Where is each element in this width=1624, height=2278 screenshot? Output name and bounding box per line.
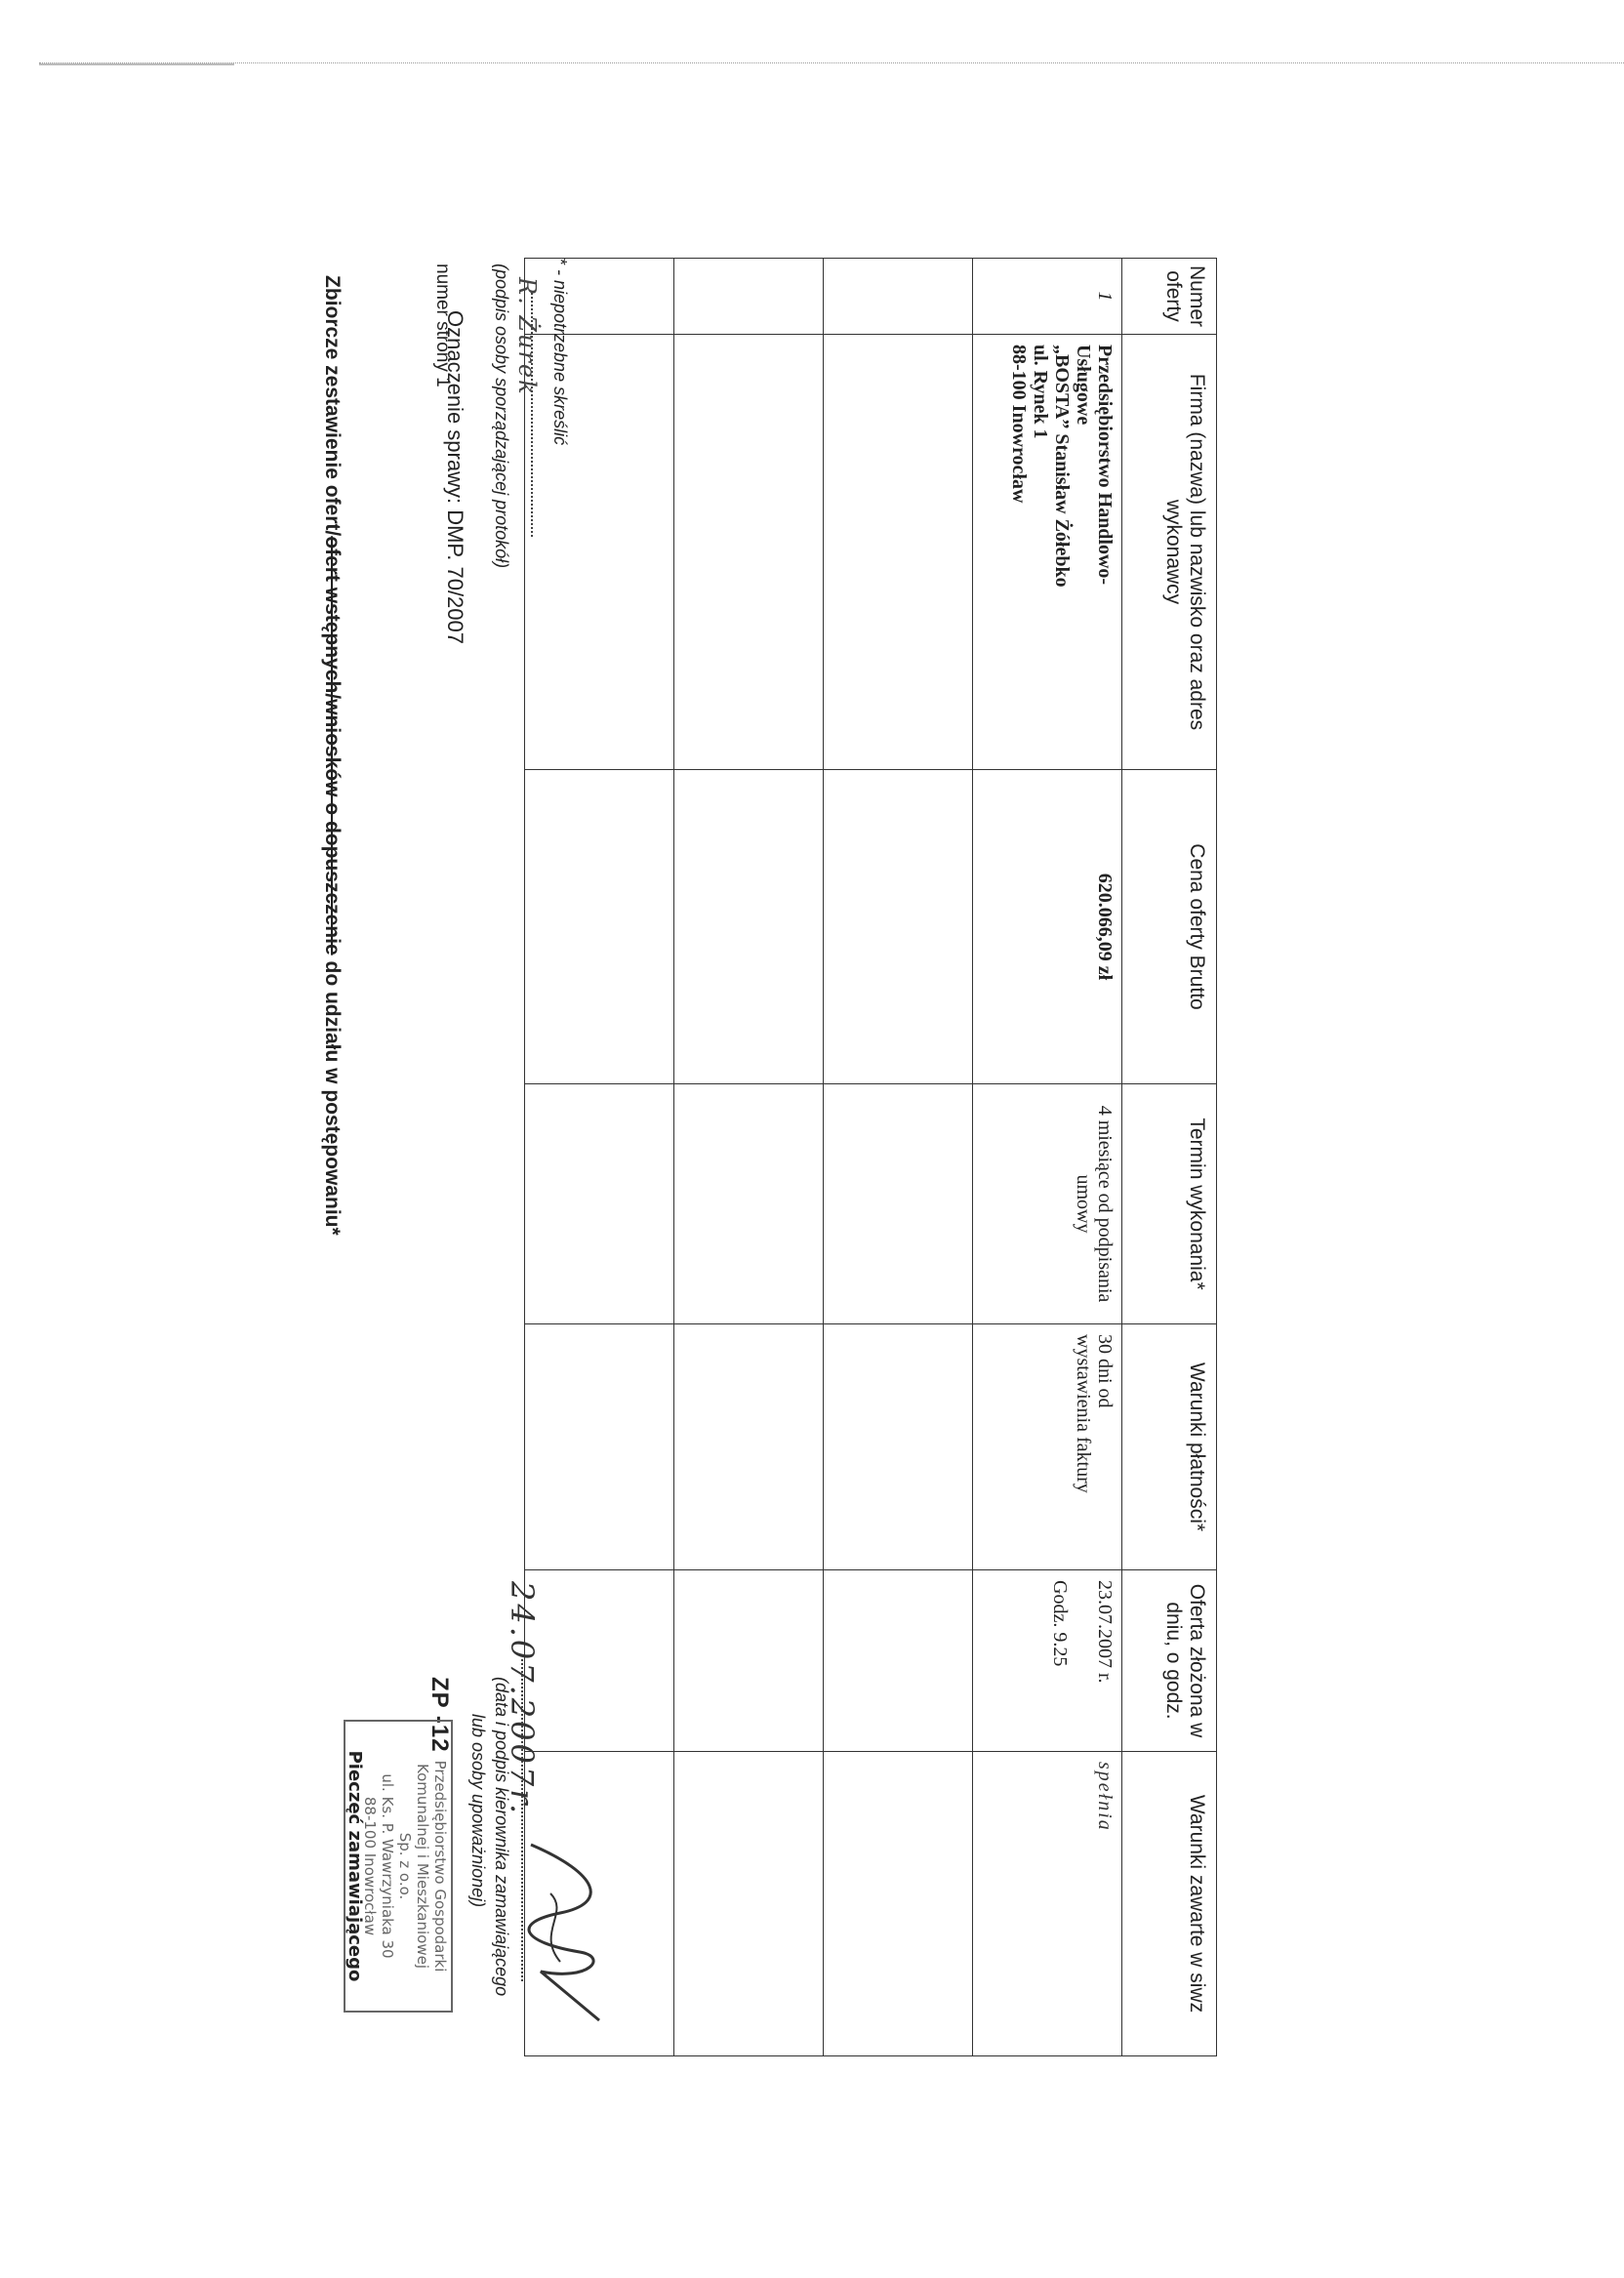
empty-cell (824, 1570, 973, 1752)
empty-cell (525, 1570, 674, 1752)
empty-cell (824, 335, 973, 770)
empty-cell (674, 1084, 824, 1324)
footnote: * - niepotrzebne skreślić (550, 258, 570, 446)
table-row-empty (824, 259, 973, 2056)
caption-manager-line1: (data i podpis kierownika zamawiającego (492, 1677, 511, 1997)
empty-cell (525, 335, 674, 770)
company-stamp (344, 1720, 453, 2013)
empty-cell (525, 770, 674, 1084)
payment-line: wystawienia faktury (1073, 1334, 1094, 1493)
empty-cell (525, 259, 674, 335)
stamp-caption: Pieczęć zamawiającego (345, 1750, 365, 1982)
firm-line: Przedsiębiorstwo Handlowo- (1094, 345, 1116, 586)
empty-cell (674, 1752, 824, 2056)
handwritten-signature-left: R. Żurek (513, 277, 541, 396)
empty-cell (824, 1752, 973, 2056)
document-heading (320, 275, 344, 1236)
firm-line: 88-100 Inowrocław (1008, 345, 1030, 504)
empty-cell (525, 1084, 674, 1324)
offer-number: 1 (973, 259, 1122, 335)
submitted-line: Godz. 9.25 (1049, 1580, 1071, 1667)
heading-part2: do udziału w postępowaniu* (321, 955, 344, 1236)
heading-struck: ofert wstępnych/wniosków o dopuszczenie (321, 536, 344, 956)
table-row-empty (525, 259, 674, 2056)
price-cell: 620.066,09 zł (973, 770, 1122, 1084)
table-row-empty (674, 259, 824, 2056)
firm-cell (973, 335, 1122, 770)
empty-cell (674, 1570, 824, 1752)
empty-cell (824, 1324, 973, 1570)
caption-protocol-author: (podpis osoby sporządzającej protokół) (492, 264, 511, 569)
stamp-line: Sp. z o.o. (396, 1832, 414, 1900)
stamp-line: Przedsiębiorstwo Gospodarki (431, 1760, 449, 1973)
payment-line: 30 dni od (1094, 1334, 1116, 1408)
firm-line: „BOSTA” Stanisław Żółebko (1051, 345, 1073, 588)
payment-cell (973, 1324, 1122, 1570)
firm-line: ul. Rynek 1 (1030, 345, 1051, 439)
caption-manager-line2: lub osoby upoważnionej) (468, 1714, 488, 1908)
table-header-row (1122, 259, 1217, 2056)
empty-cell (824, 770, 973, 1084)
case-label: Oznaczenie sprawy: DMP. 70/2007 (443, 310, 467, 644)
header-conditions: Warunki zawarte w siwz (1122, 1752, 1217, 2056)
header-offer-number: Numer oferty (1122, 259, 1217, 335)
empty-cell (824, 259, 973, 335)
stamp-line: Komunalnej i Mieszkaniowej (414, 1763, 431, 1969)
header-term: Termin wykonania* (1122, 1084, 1217, 1324)
header-firm: Firma (nazwa) lub nazwisko oraz adres wykonawcy (1122, 335, 1217, 770)
header-submitted: Oferta złożona w dniu, o godz. (1122, 1570, 1217, 1752)
stamp-line: 88-100 Inowrocław (361, 1796, 379, 1936)
submitted-cell (973, 1570, 1122, 1752)
empty-cell (824, 1084, 973, 1324)
conditions-cell: spełnia (973, 1752, 1122, 2056)
empty-cell (525, 1324, 674, 1570)
empty-cell (674, 259, 824, 335)
empty-cell (674, 770, 824, 1084)
table-row (973, 259, 1122, 2056)
handwritten-signature-right (511, 1835, 619, 2030)
form-code: ZP -12 (426, 1677, 453, 1753)
stamp-line: ul. Ks. P. Wawrzyniaka 30 (379, 1773, 396, 1959)
page-number: numer strony 1 (432, 264, 453, 387)
firm-line: Usługowe (1073, 345, 1094, 426)
offers-table (524, 258, 1217, 2056)
handwritten-date: 24.07.2007r. (504, 1581, 541, 1817)
empty-cell (674, 1324, 824, 1570)
header-payment: Warunki płatności* (1122, 1324, 1217, 1570)
submitted-line: 23.07.2007 r. (1094, 1580, 1116, 1684)
term-cell: 4 miesiące od podpisania umowy (973, 1084, 1122, 1324)
header-price: Cena oferty Brutto (1122, 770, 1217, 1084)
empty-cell (674, 335, 824, 770)
heading-part1: Zbiorcze zestawienie ofert/ (321, 275, 344, 537)
